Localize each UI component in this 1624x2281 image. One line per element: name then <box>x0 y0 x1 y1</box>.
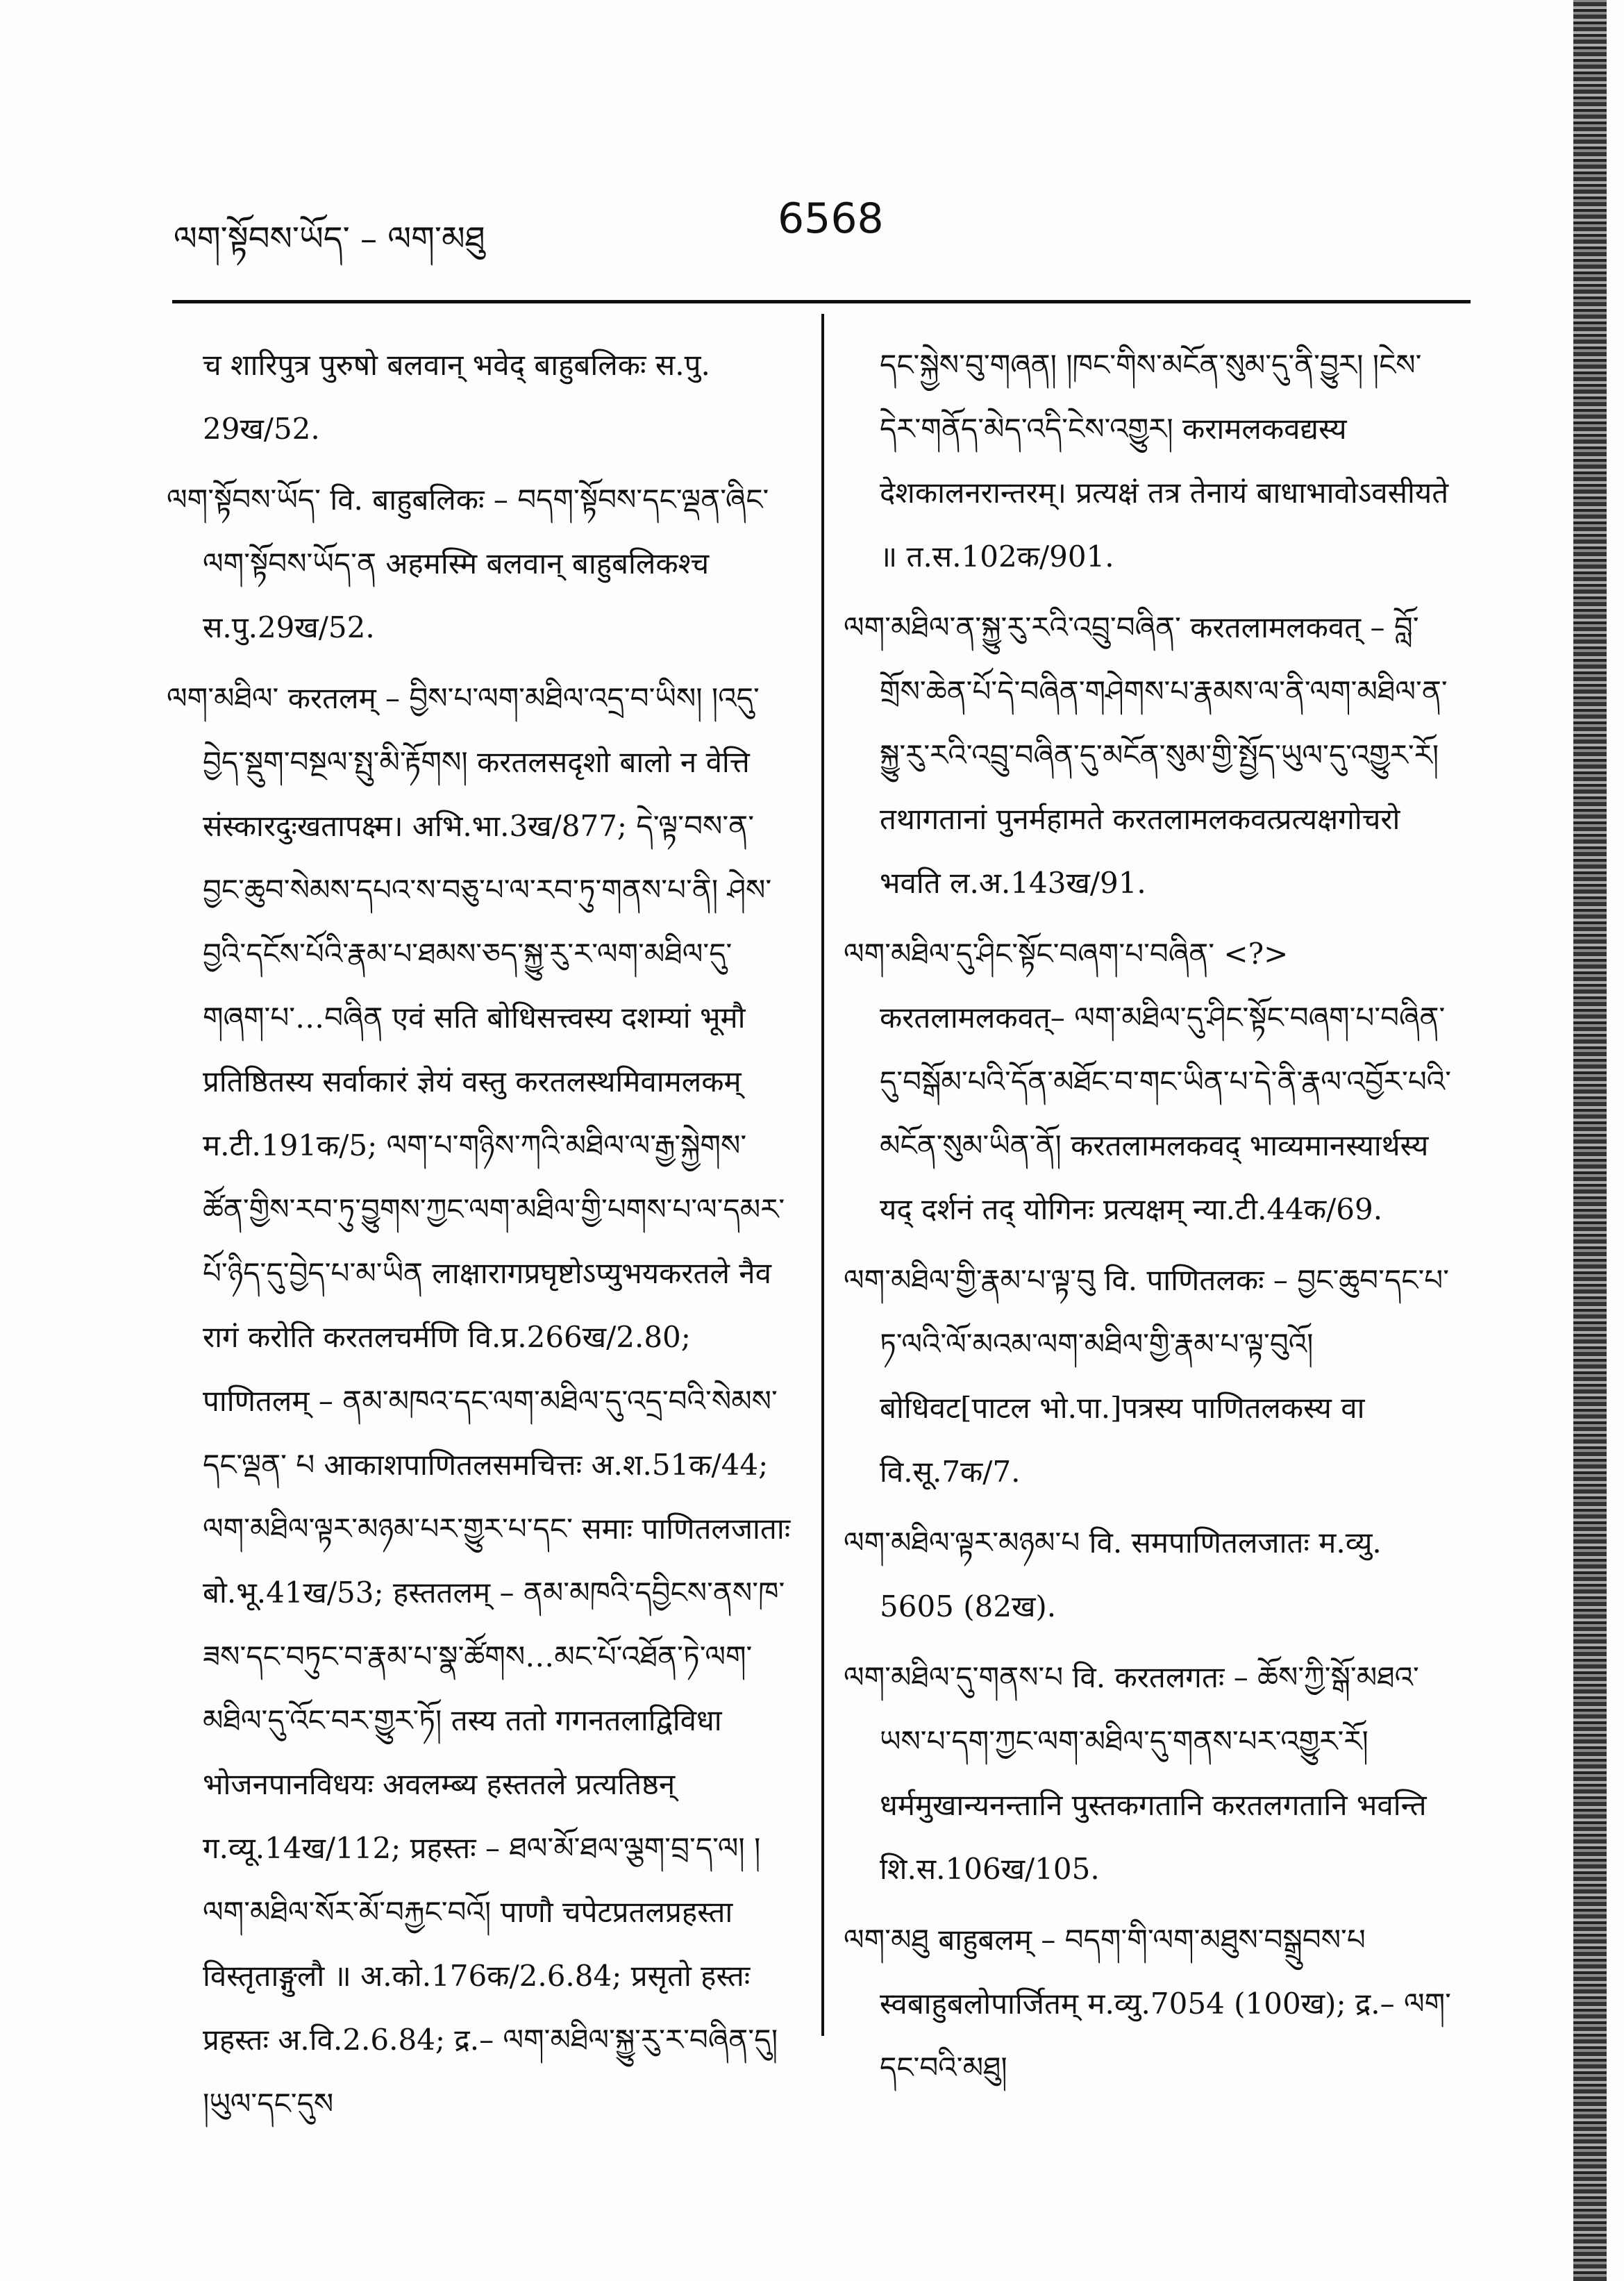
header-rule <box>172 300 1471 303</box>
column-divider <box>821 314 824 2036</box>
entry: ལག་མཐིལ་ན་སྐྱུ་རུ་རའི་འབྲུ་བཞིན་ करतलामलकवत् – བློ་གྲོས་ཆེན་པོ་དེ་བཞིན་གཤེགས་པ་རྣམས་ལ་ནི་ལག་མཐིལ་ན་སྐྱུ་རུ་རའི་འབྲུ་བཞིན་དུ་མངོན་སུམ་གྱི་སྤྱོད་ཡུལ་དུ་འགྱུར་རོ། तथागतानां पुनर्महामते करतलामलकवत्प्रत्यक्षगोचरो भवति ल.अ.143ख/91. <box>844 610 1448 900</box>
left-column <box>167 333 792 2143</box>
entry: च शारिपुत्र पुरुषो बलवान् भवेद् बाहुबलिकः स.पु. 29ख/52. <box>203 348 710 446</box>
entry: ལག་མཐིལ་དུ་གནས་པ वि. करतलगतः – ཆོས་ཀྱི་སྒོ་མཐའ་ཡས་པ་དག་ཀྱང་ལག་མཐིལ་དུ་གནས་པར་འགྱུར་རོ། धर्ममुखान्यनन्तानि पुस्तकगतानि करतलगतानि भवन्ति शि.स.106ख/105. <box>844 1660 1427 1886</box>
entry: ལག་མཐིལ་ करतलम् – བྱིས་པ་ལག་མཐིལ་འདྲ་བ་ཡིས། །འདུ་བྱེད་སྡུག་བསྔལ་སྤུ་མི་རྟོགས། करतलसदृशो बालो न वेत्ति संस्कारदुःखतापक्ष्म। अभि.भा.3ख/877; དེ་ལྟ་བས་ན་བྱང་ཆུབ་སེམས་དཔའ་ས་བཅུ་པ་ལ་རབ་ཏུ་གནས་པ་ནི། ཤེས་བྱའི་དངོས་པོའི་རྣམ་པ་ཐམས་ཅད་སྐྱུ་རུ་ར་ལག་མཐིལ་དུ་གཞག་པ་…བཞིན एवं सति बोधिसत्त्वस्य दशम्यां भूमौ प्रतिष्ठितस्य सर्वाकारं ज्ञेयं वस्तु करतलस्थमिवामलकम् म.टी.191क/5; ལག་པ་གཉིས་ཀའི་མཐིལ་ལ་རྒྱ་སྐྱེགས་ཚོན་གྱིས་རབ་ཏུ་བྱུགས་ཀྱང་ལག་མཐིལ་གྱི་པགས་པ་ལ་དམར་པོ་ཉིད་དུ་བྱེད་པ་མ་ཡིན लाक्षारागप्रघृष्टोऽप्युभयकरतले नैव रागं करोति करतलचर्मणि वि.प्र.266ख/2.80; पाणितलम् – ནམ་མཁའ་དང་ལག་མཐིལ་དུ་འདྲ་བའི་སེམས་དང་ལྡན་ པ आकाशपाणितलसमचित्तः अ.श.51क/44; ལག་མཐིལ་ལྟར་མཉམ་པར་གྱུར་པ་དང་ समाः पाणितलजाताः बो.भू.41ख/53; हस्ततलम् – ནམ་མཁའི་དབྱིངས་ནས་ཁ་ཟས་དང་བཏུང་བ་རྣམ་པ་སྣ་ཚོགས…མང་པོ་འཐོན་ཏེ་ལག་མཐིལ་དུ་འོང་བར་གྱུར་ཏོ། तस्य ततो गगनतलाद्विविधा भोजनपानविधयः अवलम्ब्य हस्ततले प्रत्यतिष्ठन् ग.व्यू.14ख/112; प्रहस्तः – ཐལ་མོ་ཐལ་ལྕག་བྲ་ད་ལ། །ལག་མཐིལ་སོར་མོ་བརྐྱང་བའོ། पाणौ चपेटप्रतलप्रहस्ता विस्तृताङ्गुलौ ॥ अ.को.176क/2.6.84; प्रसृतो हस्तः प्रहस्तः अ.वि.2.6.84; द्र.– ལག་མཐིལ་སྐྱུ་རུ་ར་བཞིན་དུ། །ཡུལ་དང་དུས <box>167 681 791 2121</box>
entry: དང་སྐྱེས་བུ་གཞན། །ཁང་གིས་མངོན་སུམ་དུ་ནི་བྱུར། །ངེས་དེར་གནོད་མེད་འདི་ངེས་འགྱུར། करामलकवद्यस्य देशकालनरान्तरम्। प्रत्यक्षं तत्र तेनायं बाधाभावोऽवसीयते ॥ त.स.102क/901. <box>880 348 1449 574</box>
entry: ལག་སྟོབས་ཡོད་ वि. बाहुबलिकः – བདག་སྟོབས་དང་ལྡན་ཞིང་ལག་སྟོབས་ཡོད་ན अहमस्मि बलवान् बाहुबलिकश्च स.पु.29ख/52. <box>167 483 769 644</box>
entry: ལག་མཐིལ་དུ་ཤིང་སྟོང་བཞག་པ་བཞིན་ <?> करतलामलकवत्– ལག་མཐིལ་དུ་ཤིང་སྟོང་བཞག་པ་བཞིན་དུ་བསྒོམ་པའི་དོན་མཐོང་བ་གང་ཡིན་པ་དེ་ནི་རྣལ་འབྱོར་པའི་མངོན་སུམ་ཡིན་ནོ། करतलामलकवद् भाव्यमानस्यार्थस्य यद् दर्शनं तद् योगिनः प्रत्यक्षम् न्या.टी.44क/69. <box>844 937 1452 1226</box>
page-number: 6568 <box>778 194 884 243</box>
entry: ལག་མཐུ बाहुबलम् – བདག་གི་ལག་མཐུས་བསྒྲུབས་པ स्वबाहुबलोपार्जितम् म.व्यु.7054 (100ख); द्र.– ལག་དང་བའི་མཐུ། <box>844 1923 1451 2084</box>
running-header: ལག་སྟོབས་ཡོད་ – ལག་མཐུ <box>174 219 485 258</box>
entry: ལག་མཐིལ་གྱི་རྣམ་པ་ལྟ་བུ वि. पाणितलकः – བྱང་ཆུབ་དང་པ་ཏ་ལའི་ལོ་མའམ་ལག་མཐིལ་གྱི་རྣམ་པ་ལྟ་བུའོ། बोधिवट[पाटल भो.पा.]पत्रस्य पाणितलकस्य वा वि.सू.7क/7. <box>844 1263 1450 1489</box>
right-column <box>844 333 1462 2107</box>
scan-edge <box>1573 0 1607 2281</box>
entry: ལག་མཐིལ་ལྟར་མཉམ་པ वि. समपाणितलजातः म.व्यु. 5605 (82ख). <box>844 1526 1382 1623</box>
